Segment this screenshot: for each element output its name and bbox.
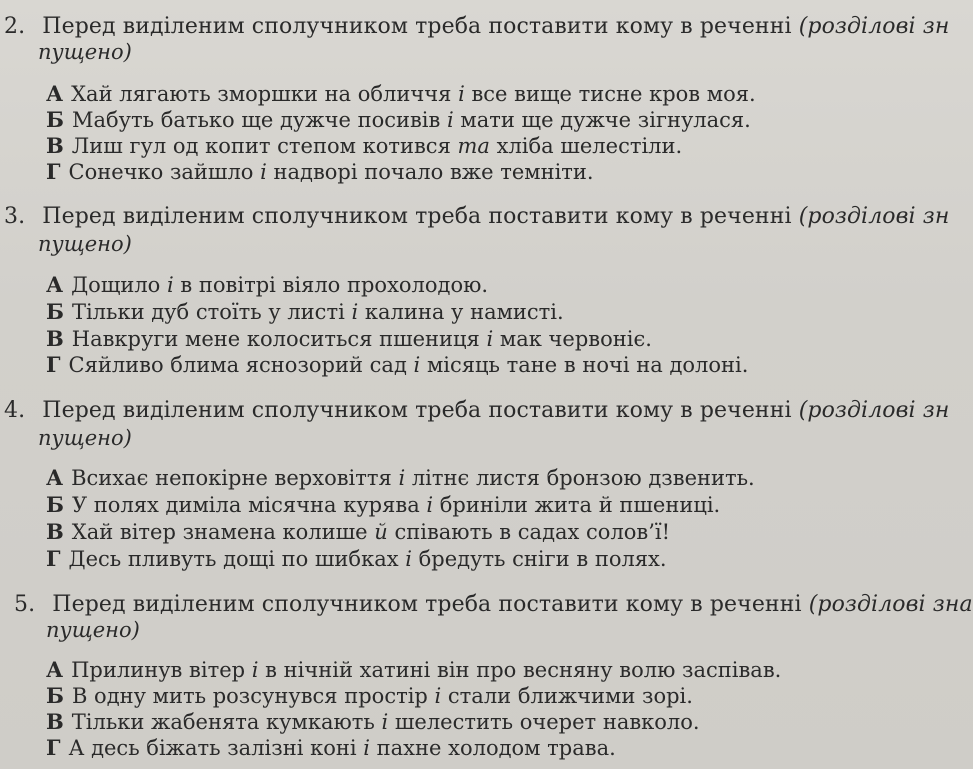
option-b [46, 492, 720, 518]
option-text: співають в садах солов’ї! [387, 520, 671, 544]
option-letter: Г [46, 352, 61, 377]
option-a [46, 657, 781, 683]
option-v [46, 519, 670, 545]
option-text: У полях диміла місячна курява [71, 493, 427, 517]
option-a [46, 272, 488, 298]
question-4-header [4, 398, 949, 424]
option-h [46, 352, 748, 378]
option-text: Мабуть батько ще дужче посивів [71, 108, 448, 132]
option-letter: В [46, 519, 64, 544]
question-note-end: пущено) [38, 40, 132, 64]
option-text: в нічній хатині він про весняну волю заспівав. [258, 658, 782, 682]
question-stem: Перед виділеним сполучником треба поставити кому в реченні [42, 204, 792, 229]
option-text: в повітрі віяло прохолодою. [173, 273, 489, 297]
question-note: (розділові зн [798, 204, 950, 229]
option-text: Прилинув вітер [71, 658, 252, 682]
option-text: Дощило [71, 273, 168, 297]
option-letter: В [46, 133, 64, 158]
option-text: пахне холодом трава. [369, 736, 616, 760]
question-number: 4. [4, 398, 26, 423]
question-number: 3. [4, 204, 26, 229]
option-text: Навкруги мене колоситься пшениця [71, 327, 487, 351]
question-stem: Перед виділеним сполучником треба поставити кому в реченні [42, 14, 792, 39]
option-text: Хай лягають зморшки на обличчя [71, 82, 459, 106]
option-letter: Г [46, 546, 61, 571]
option-letter: Г [46, 735, 61, 760]
highlighted-conjunction: й [374, 520, 388, 544]
highlighted-conjunction: та [457, 134, 490, 158]
question-number: 5. [14, 592, 36, 617]
option-text: хліба шелестіли. [489, 134, 683, 158]
option-text: бредуть сніги в полях. [411, 547, 667, 571]
option-letter: Б [46, 107, 64, 132]
option-letter: А [46, 81, 64, 106]
highlighted-conjunction: і [363, 736, 370, 760]
option-letter: Г [46, 159, 61, 184]
option-text: Десь пливуть дощі по шибках [68, 547, 406, 571]
highlighted-conjunction: і [486, 327, 494, 351]
highlighted-conjunction: і [426, 493, 434, 517]
option-text: стали ближчими зорі. [441, 684, 693, 708]
question-note-end: пущено) [46, 618, 140, 642]
option-text: бриніли жита й пшениці. [433, 493, 721, 517]
option-letter: А [46, 272, 64, 297]
question-stem: Перед виділеним сполучником треба поставити кому в реченні [42, 398, 792, 423]
option-letter: Б [46, 683, 64, 708]
option-text: місяць тане в ночі на долоні. [420, 353, 749, 377]
option-text: літнє листя бронзою дзвенить. [405, 466, 755, 490]
highlighted-conjunction: і [434, 684, 442, 708]
highlighted-conjunction: і [260, 160, 267, 184]
highlighted-conjunction: і [167, 273, 174, 297]
option-text: все вище тисне кров моя. [464, 82, 756, 106]
option-text: Тільки жабенята кумкають [71, 710, 382, 734]
question-2-header [4, 14, 949, 40]
question-note-end: пущено) [38, 426, 132, 450]
option-letter: Б [46, 299, 64, 324]
option-a [46, 465, 755, 491]
option-text: надворі почало вже темніти. [266, 160, 594, 184]
option-letter: А [46, 465, 64, 490]
highlighted-conjunction: і [405, 547, 412, 571]
option-b [46, 299, 564, 325]
highlighted-conjunction: і [413, 353, 421, 377]
question-note-end: пущено) [38, 232, 132, 256]
option-h [46, 159, 594, 185]
option-v [46, 709, 700, 735]
option-a [46, 81, 756, 107]
option-h [46, 546, 667, 572]
option-text: А десь біжать залізні коні [68, 736, 364, 760]
question-3-header [4, 204, 949, 230]
option-text: Хай вітер знамена колише [71, 520, 375, 544]
option-b [46, 107, 751, 133]
highlighted-conjunction: і [447, 108, 454, 132]
highlighted-conjunction: і [251, 658, 259, 682]
option-text: Лиш гул од копит степом котився [71, 134, 458, 158]
option-text: шелестить очерет навколо. [388, 710, 700, 734]
option-text: мак червоніє. [493, 327, 652, 351]
option-letter: В [46, 709, 64, 734]
highlighted-conjunction: і [398, 466, 406, 490]
highlighted-conjunction: і [381, 710, 389, 734]
option-text: Сяйливо блима яснозорий сад [68, 353, 414, 377]
option-text: В одну мить розсунувся простір [71, 684, 435, 708]
option-letter: Б [46, 492, 64, 517]
option-text: Сонечко зайшло [68, 160, 261, 184]
option-h [46, 735, 616, 761]
option-letter: В [46, 326, 64, 351]
option-text: Тільки дуб стоїть у листі [71, 300, 352, 324]
question-5-header [14, 592, 973, 618]
option-text: мати ще дужче зігнулася. [453, 108, 751, 132]
option-text: Всихає непокірне верховіття [71, 466, 399, 490]
option-v [46, 133, 682, 159]
question-number: 2. [4, 14, 26, 39]
question-note: (розділові зна [808, 592, 973, 617]
question-note: (розділові зн [798, 398, 950, 423]
highlighted-conjunction: і [351, 300, 359, 324]
highlighted-conjunction: і [458, 82, 465, 106]
question-stem: Перед виділеним сполучником треба поставити кому в реченні [52, 592, 802, 617]
option-letter: А [46, 657, 64, 682]
option-b [46, 683, 693, 709]
question-note: (розділові зн [798, 14, 950, 39]
option-v [46, 326, 652, 352]
option-text: калина у намисті. [358, 300, 564, 324]
